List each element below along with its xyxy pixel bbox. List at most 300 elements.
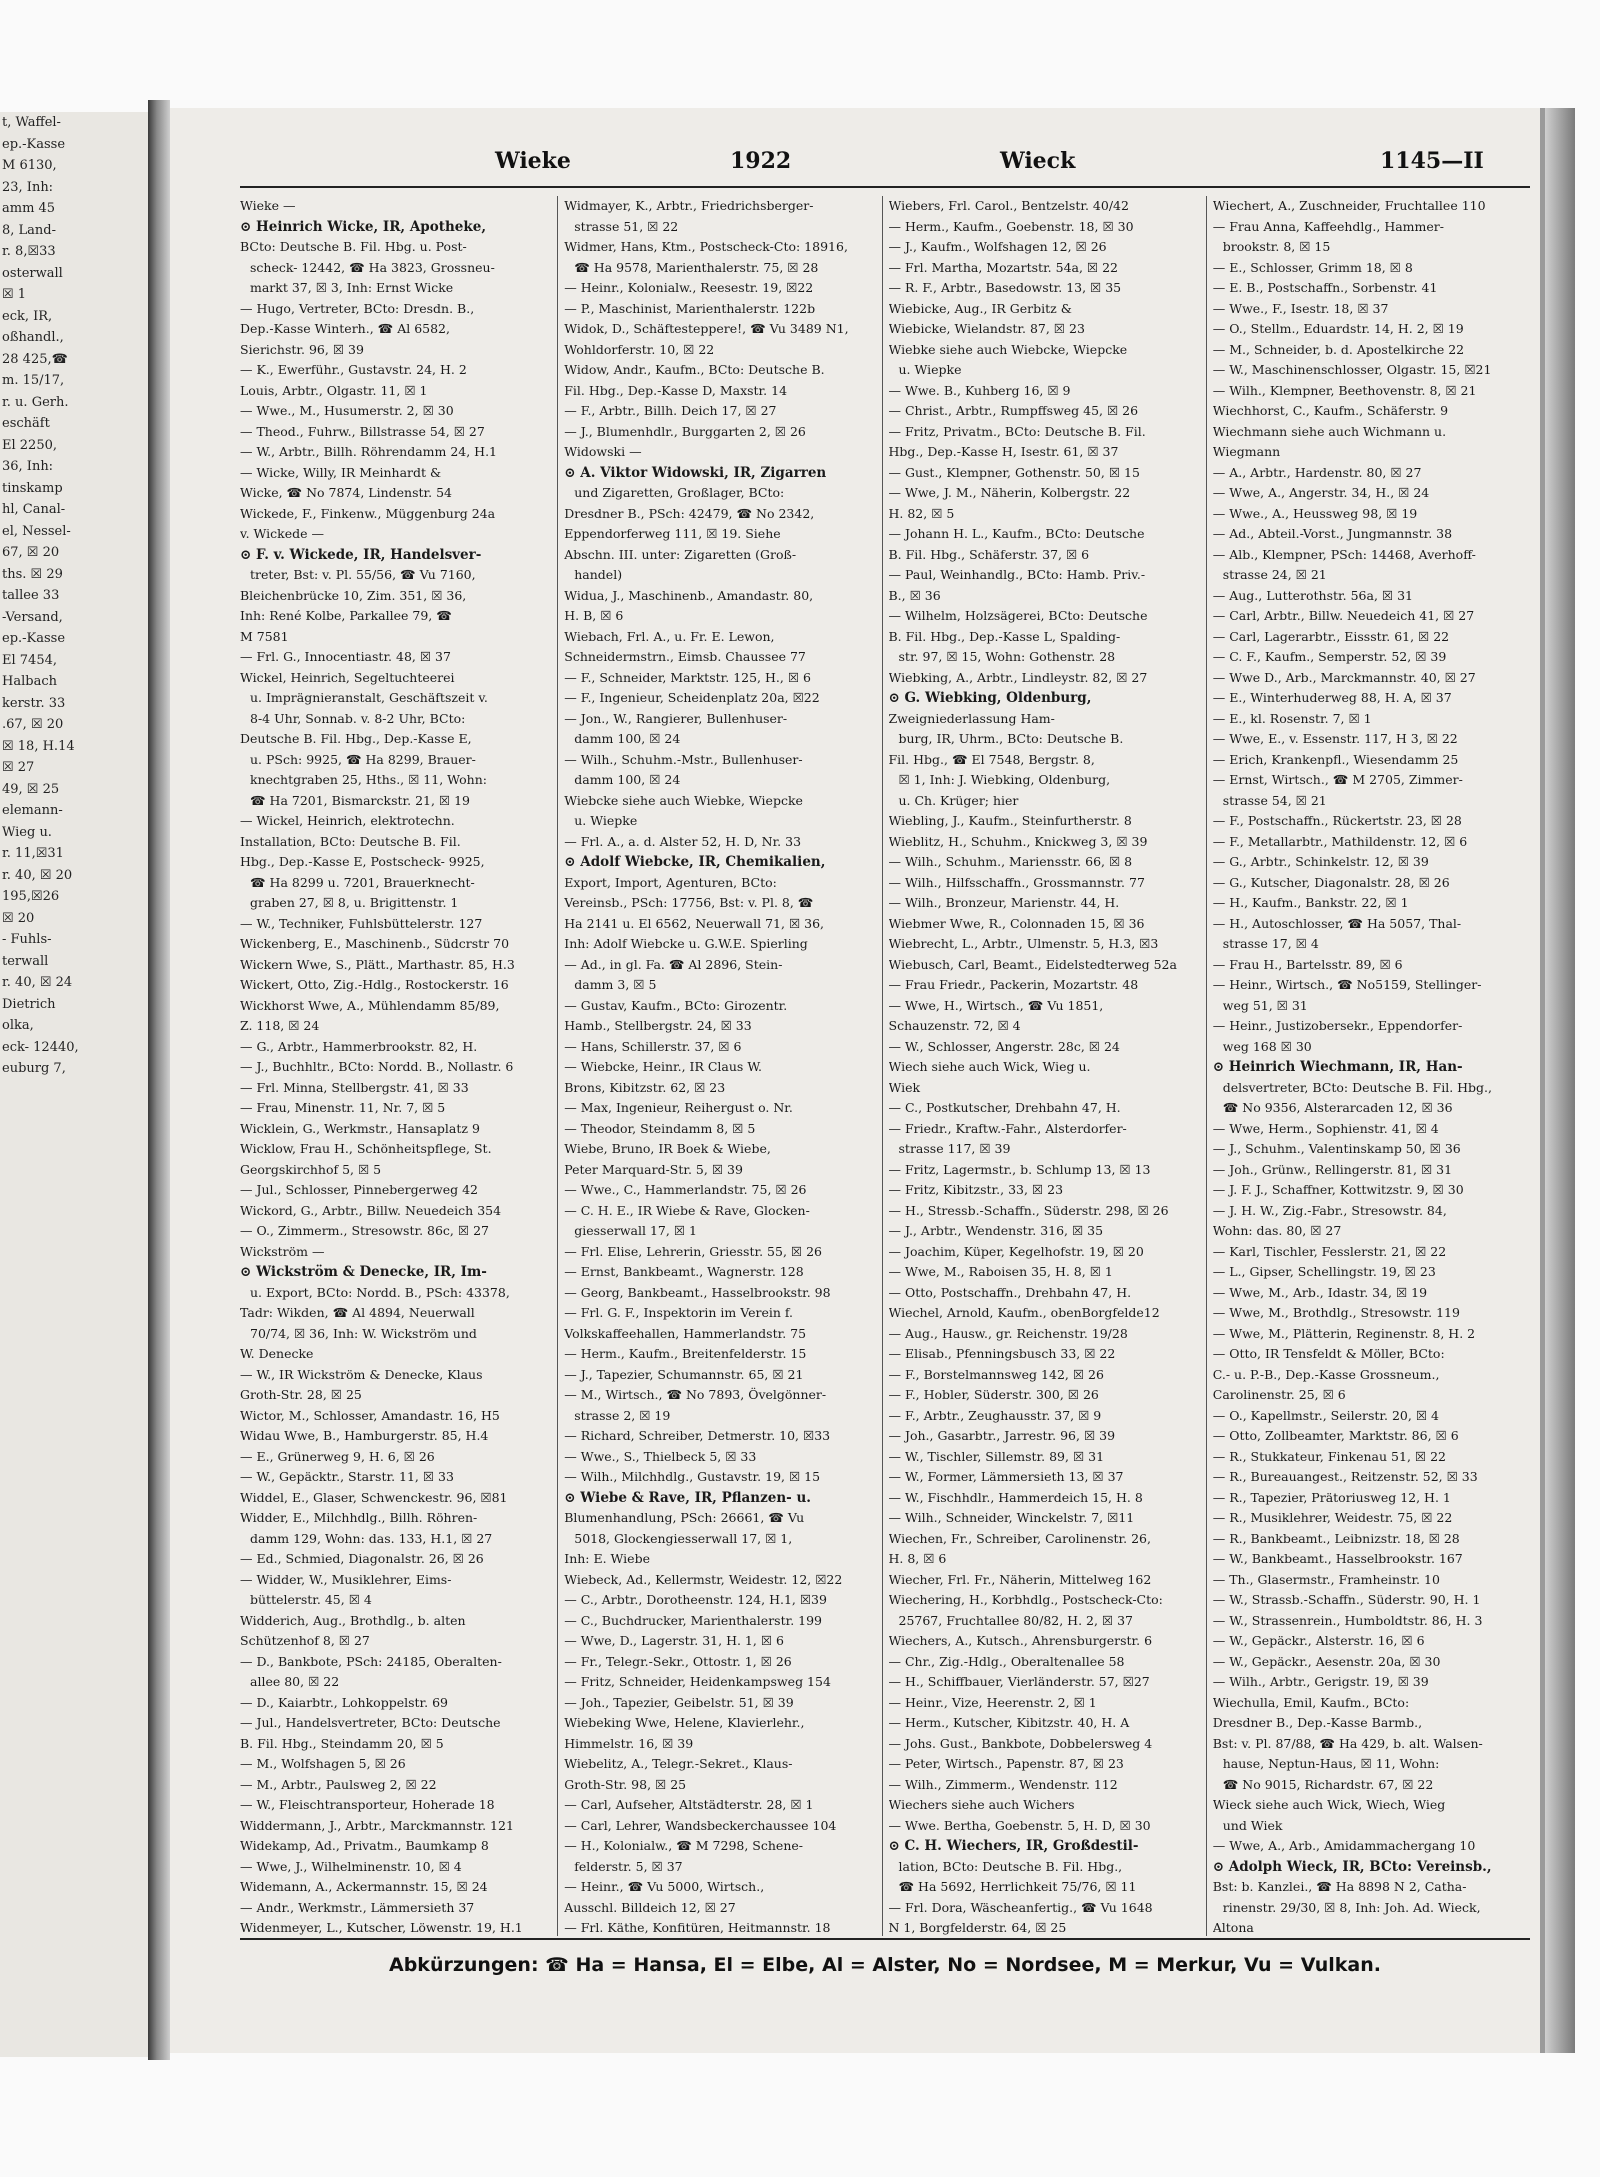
directory-entry: ⊙ A. Viktor Widowski, IR, Zigarren (564, 464, 827, 481)
abbreviations-footer: Abkürzungen: ☎ Ha = Hansa, El = Elbe, Al = Alster, No = Nordsee, M = Merkur, Vu = Vulkan. (389, 1954, 1381, 1976)
directory-entry: N 1, Borgfelderstr. 64, ☒ 25 (888, 1920, 1067, 1935)
directory-entry: — Frl. Elise, Lehrerin, Griesstr. 55, ☒ 26 (564, 1243, 822, 1259)
directory-entry: Wiek (888, 1079, 921, 1095)
directory-entry: Ha 2141 u. El 6562, Neuerwall 71, ☒ 36, (564, 915, 825, 931)
directory-entry: Wieck siehe auch Wick, Wiech, Wieg (1212, 1797, 1446, 1812)
directory-entry: — W., Strassenrein., Humboldtstr. 86, H. 3 (1212, 1612, 1483, 1628)
directory-entry: — Ad., Abteil.-Vorst., Jungmannstr. 38 (1212, 526, 1453, 541)
directory-entry: — Ad., in gl. Fa. ☎ Al 2896, Stein- (564, 956, 783, 972)
header-year: 1922 (730, 148, 792, 174)
directory-entry: — H., Schiffbauer, Vierländerstr. 57, ☒27 (888, 1674, 1150, 1689)
directory-entry: — R., Bureauangest., Reitzenstr. 52, ☒ 33 (1212, 1469, 1478, 1484)
directory-entry: Wiebcke siehe auch Wiebke, Wiepcke (564, 792, 803, 808)
header-rule (240, 186, 1530, 188)
directory-entry: damm 3, ☒ 5 (574, 977, 657, 992)
directory-entry: rinenstr. 29/30, ☒ 8, Inh: Joh. Ad. Wieck, (1222, 1899, 1481, 1915)
directory-entry: Wiebeck, Ad., Kellermstr, Weidestr. 12, ☒22 (564, 1571, 843, 1587)
directory-entry: — F., Arbtr., Zeughausstr. 37, ☒ 9 (888, 1407, 1102, 1423)
directory-entry: — W., Tischler, Sillemstr. 89, ☒ 31 (888, 1448, 1105, 1464)
directory-entry: Bleichenbrücke 10, Zim. 351, ☒ 36, (240, 587, 467, 603)
directory-entry: scheck- 12442, ☎ Ha 3823, Grossneu- (250, 259, 495, 275)
left-page-text-fragment: eck, IR, (2, 308, 53, 324)
directory-entry: B., ☒ 36 (888, 587, 941, 603)
directory-entry: — Wilh., Arbtr., Gerigstr. 19, ☒ 39 (1212, 1674, 1429, 1689)
directory-entry: — W., Fleischtransporteur, Hoherade 18 (240, 1797, 495, 1812)
directory-entry: ☎ No 9356, Alsterarcaden 12, ☒ 36 (1222, 1100, 1453, 1115)
directory-entry: — Wwe., M., Husumerstr. 2, ☒ 30 (240, 403, 454, 418)
directory-entry: u. Wiepke (574, 813, 638, 828)
directory-entry: Brons, Kibitzstr. 62, ☒ 23 (564, 1079, 726, 1095)
left-page-text-fragment: 67, ☒ 20 (2, 545, 60, 560)
directory-entry: — Joh., Grünw., Rellingerstr. 81, ☒ 31 (1212, 1161, 1453, 1177)
directory-entry: M 7581 (240, 628, 289, 644)
directory-entry: Wiechering, H., Korbhdlg., Postscheck-Cto: (888, 1592, 1163, 1607)
directory-entry: ☎ Ha 9578, Marienthalerstr. 75, ☒ 28 (574, 259, 819, 275)
directory-entry: Widderich, Aug., Brothdlg., b. alten (240, 1612, 466, 1628)
directory-entry: Widder, E., Milchhdlg., Billh. Röhren- (240, 1510, 478, 1525)
directory-entry: — W., Maschinenschlosser, Olgastr. 15, ☒21 (1212, 362, 1492, 377)
directory-entry: — Fritz, Privatm., BCto: Deutsche B. Fil. (888, 423, 1146, 439)
directory-entry: — Karl, Tischler, Fesslerstr. 21, ☒ 22 (1212, 1243, 1447, 1259)
left-page-text-fragment: 23, Inh: (2, 179, 54, 195)
directory-entry: Groth-Str. 28, ☒ 25 (240, 1387, 362, 1402)
left-page-text-fragment: r. 8,☒33 (2, 244, 56, 259)
directory-entry: — Wwe., S., Thielbeck 5, ☒ 33 (564, 1448, 757, 1464)
left-page-text-fragment: kerstr. 33 (2, 695, 66, 711)
book-gutter (148, 100, 170, 2060)
directory-entry: Carolinenstr. 25, ☒ 6 (1212, 1387, 1346, 1402)
directory-entry: — Otto, Postschaffn., Drehbahn 47, H. (888, 1284, 1132, 1300)
directory-entry: strasse 54, ☒ 21 (1222, 792, 1327, 808)
directory-entry: Zweigniederlassung Ham- (888, 710, 1055, 726)
directory-entry: hause, Neptun-Haus, ☒ 11, Wohn: (1222, 1756, 1440, 1771)
directory-entry: — R., Stukkateur, Finkenau 51, ☒ 22 (1212, 1448, 1446, 1464)
directory-entry: Wieke — (240, 198, 296, 213)
left-page-text-fragment: amm 45 (2, 201, 56, 216)
directory-entry: u. Ch. Krüger; hier (898, 792, 1019, 808)
directory-entry: — Heinr., Vize, Heerenstr. 2, ☒ 1 (888, 1694, 1097, 1710)
directory-entry: — Wwe., A., Heussweg 98, ☒ 19 (1212, 505, 1418, 521)
directory-entry: 70/74, ☒ 36, Inh: W. Wickström und (250, 1325, 477, 1341)
directory-entry: büttelerstr. 45, ☒ 4 (250, 1592, 372, 1607)
directory-entry: — Ernst, Bankbeamt., Wagnerstr. 128 (564, 1264, 804, 1279)
directory-entry: — Aug., Lutterothstr. 56a, ☒ 31 (1212, 587, 1413, 603)
directory-entry: — D., Kaiarbtr., Lohkoppelstr. 69 (240, 1694, 449, 1710)
left-page-text-fragment: t, Waffel- (2, 115, 61, 130)
directory-entry: — M., Wirtsch., ☎ No 7893, Övelgönner- (564, 1387, 827, 1402)
left-page-text-fragment: elemann- (2, 803, 63, 818)
directory-entry: — E., Grünerweg 9, H. 6, ☒ 26 (240, 1448, 435, 1464)
directory-entry: — C., Buchdrucker, Marienthalerstr. 199 (564, 1612, 823, 1628)
directory-entry: — E., kl. Rosenstr. 7, ☒ 1 (1212, 710, 1372, 726)
directory-entry: Wiebach, Frl. A., u. Fr. E. Lewon, (564, 628, 775, 644)
directory-entry: Wiegmann (1212, 444, 1281, 459)
directory-entry: — Carl, Aufseher, Altstädterstr. 28, ☒ 1 (564, 1797, 814, 1812)
directory-entry: W. Denecke (240, 1346, 314, 1361)
directory-entry: Wickord, G., Arbtr., Billw. Neuedeich 354 (240, 1202, 502, 1218)
directory-entry: — Frau H., Bartelsstr. 89, ☒ 6 (1212, 956, 1403, 972)
directory-entry: Dresdner B., PSch: 42479, ☎ No 2342, (564, 505, 815, 521)
directory-entry: — Frl. A., a. d. Alster 52, H. D, Nr. 33 (564, 833, 802, 849)
directory-entry: — C. F., Kaufm., Semperstr. 52, ☒ 39 (1212, 649, 1447, 664)
directory-entry: Wiebicke, Aug., IR Gerbitz & (888, 300, 1072, 316)
directory-entry: Hamb., Stellbergstr. 24, ☒ 33 (564, 1018, 752, 1033)
directory-entry: strasse 51, ☒ 22 (574, 218, 679, 234)
directory-entry: — Herm., Kutscher, Kibitzstr. 40, H. A (888, 1715, 1130, 1730)
directory-entry: 5018, Glockengiesserwall 17, ☒ 1, (574, 1530, 793, 1546)
directory-entry: — Frl. Martha, Mozartstr. 54a, ☒ 22 (888, 259, 1119, 275)
directory-entry: ☎ Ha 8299 u. 7201, Brauerknecht- (250, 874, 475, 890)
directory-entry: Wickert, Otto, Zig.-Hdlg., Rostockerstr. 16 (240, 977, 509, 992)
directory-entry: — Joh., Tapezier, Geibelstr. 51, ☒ 39 (564, 1694, 794, 1710)
directory-entry: — Theodor, Steindamm 8, ☒ 5 (564, 1120, 756, 1136)
directory-entry: — Chr., Zig.-Hdlg., Oberaltenallee 58 (888, 1653, 1125, 1669)
directory-entry: ☒ 1, Inh: J. Wiebking, Oldenburg, (898, 772, 1111, 787)
directory-entry: — W., Gepäcktr., Starstr. 11, ☒ 33 (240, 1469, 454, 1484)
directory-entry: — W., Gepäckr., Aesenstr. 20a, ☒ 30 (1212, 1653, 1441, 1669)
directory-entry: — Herm., Kaufm., Breitenfelderstr. 15 (564, 1346, 807, 1361)
directory-entry: — Wwe. B., Kuhberg 16, ☒ 9 (888, 382, 1071, 398)
directory-entry: — Otto, IR Tensfeldt & Möller, BCto: (1212, 1346, 1445, 1361)
directory-entry: brookstr. 8, ☒ 15 (1222, 239, 1331, 254)
directory-entry: — Wilh., Hilfsschaffn., Grossmannstr. 77 (888, 874, 1145, 890)
right-page (170, 108, 1546, 2053)
left-page-text-fragment: m. 15/17, (2, 373, 65, 388)
directory-entry: — Heinr., Wirtsch., ☎ No5159, Stellinger- (1212, 977, 1482, 992)
directory-entry: Widemann, A., Ackermannstr. 15, ☒ 24 (240, 1879, 488, 1894)
directory-entry: — Wickel, Heinrich, elektrotechn. (240, 813, 455, 828)
directory-entry: Eppendorferweg 111, ☒ 19. Siehe (564, 526, 781, 541)
left-page-text-fragment: tallee 33 (2, 588, 60, 603)
left-page-text-fragment: ☒ 18, H.14 (2, 738, 75, 754)
left-page-text-fragment: eck- 12440, (2, 1039, 79, 1055)
directory-entry: — Paul, Weinhandlg., BCto: Hamb. Priv.- (888, 567, 1146, 582)
left-page-text-fragment: 28 425,☎ (2, 351, 68, 367)
directory-entry: Blumenhandlung, PSch: 26661, ☎ Vu (564, 1510, 805, 1525)
directory-entry: — Richard, Schreiber, Detmerstr. 10, ☒33 (564, 1428, 831, 1443)
directory-entry: — H., Kolonialw., ☎ M 7298, Schene- (564, 1838, 803, 1853)
left-page-text-fragment: ☒ 20 (2, 910, 35, 926)
directory-entry: ☎ No 9015, Richardstr. 67, ☒ 22 (1222, 1776, 1434, 1792)
directory-entry: Himmelstr. 16, ☒ 39 (564, 1735, 694, 1751)
left-page-text-fragment: M 6130, (2, 158, 57, 173)
directory-entry: Wiebelitz, A., Telegr.-Sekret., Klaus- (564, 1756, 793, 1771)
directory-entry: Bst: b. Kanzlei., ☎ Ha 8898 N 2, Catha- (1212, 1879, 1467, 1894)
directory-entry: — Heinr., Kolonialw., Reesestr. 19, ☒22 (564, 280, 814, 295)
left-page-text-fragment: r. u. Gerh. (2, 394, 69, 410)
left-page-text-fragment: terwall (2, 953, 49, 969)
directory-entry: — Alb., Klempner, PSch: 14468, Averhoff- (1212, 546, 1476, 562)
column-3 (889, 196, 1207, 1936)
directory-entry: — E. B., Postschaffn., Sorbenstr. 41 (1212, 280, 1438, 295)
directory-entry: Dresdner B., Dep.-Kasse Barmb., (1212, 1715, 1423, 1730)
directory-entry: — Frau Anna, Kaffeehdlg., Hammer- (1212, 218, 1444, 234)
directory-entry: — R., Tapezier, Prätoriusweg 12, H. 1 (1212, 1489, 1451, 1505)
directory-entry: — Aug., Hausw., gr. Reichenstr. 19/28 (888, 1325, 1128, 1341)
directory-entry: — Wilh., Schneider, Winckelstr. 7, ☒11 (888, 1510, 1135, 1525)
directory-entry: — R., Musiklehrer, Weidestr. 75, ☒ 22 (1212, 1510, 1453, 1525)
directory-entry: — Peter, Wirtsch., Papenstr. 87, ☒ 23 (888, 1756, 1124, 1771)
directory-entry: Wicke, ☎ No 7874, Lindenstr. 54 (240, 485, 452, 500)
directory-entry: Wickel, Heinrich, Segeltuchteerei (240, 669, 455, 685)
directory-entry: ⊙ Heinrich Wicke, IR, Apotheke, (240, 218, 487, 235)
directory-entry: knechtgraben 25, Hths., ☒ 11, Wohn: (250, 772, 487, 787)
directory-entry: — C., Arbtr., Dorotheenstr. 124, H.1, ☒39 (564, 1592, 827, 1607)
directory-entry: ⊙ G. Wiebking, Oldenburg, (888, 690, 1092, 706)
directory-entry: Fil. Hbg., ☎ El 7548, Bergstr. 8, (888, 751, 1095, 767)
directory-entry: — Widder, W., Musiklehrer, Eims- (240, 1571, 452, 1587)
left-page-text-fragment: r. 40, ☒ 24 (2, 975, 73, 990)
directory-entry: Volkskaffeehallen, Hammerlandstr. 75 (564, 1325, 807, 1341)
footer-rule (240, 1938, 1530, 1940)
directory-entry: — W., Former, Lämmersieth 13, ☒ 37 (888, 1469, 1124, 1484)
directory-entry: u. Wiepke (898, 362, 962, 377)
directory-entry: u. PSch: 9925, ☎ Ha 8299, Brauer- (250, 751, 476, 767)
directory-entry: Wickenberg, E., Maschinenb., Südcrstr 70 (240, 936, 510, 951)
directory-entry: — J., Blumenhdlr., Burggarten 2, ☒ 26 (564, 423, 806, 439)
directory-entry: — Carl, Lehrer, Wandsbeckerchaussee 104 (564, 1817, 837, 1833)
directory-entry: Wiebke siehe auch Wiebcke, Wiepcke (888, 341, 1128, 357)
header-left-keyword: Wieke (495, 148, 571, 174)
directory-entry: B. Fil. Hbg., Dep.-Kasse L, Spalding- (888, 628, 1121, 644)
directory-entry: strasse 117, ☒ 39 (898, 1141, 1011, 1156)
directory-entry: — Wwe, M., Plätterin, Reginenstr. 8, H. 2 (1212, 1325, 1476, 1341)
directory-entry: 8-4 Uhr, Sonnab. v. 8-2 Uhr, BCto: (250, 710, 466, 726)
directory-entry: BCto: Deutsche B. Fil. Hbg. u. Post- (240, 239, 467, 254)
directory-entry: Widdel, E., Glaser, Schwenckestr. 96, ☒81 (240, 1489, 508, 1505)
directory-entry: — E., Winterhuderweg 88, H. A, ☒ 37 (1212, 690, 1452, 705)
directory-entry: C.- u. P.-B., Dep.-Kasse Grossneum., (1212, 1366, 1440, 1382)
directory-entry: — Joh., Gasarbtr., Jarrestr. 96, ☒ 39 (888, 1428, 1116, 1443)
directory-entry: — Andr., Werkmstr., Lämmersieth 37 (240, 1899, 475, 1915)
directory-entry: — Wilh., Milchhdlg., Gustavstr. 19, ☒ 15 (564, 1469, 821, 1484)
directory-entry: ☎ Ha 7201, Bismarckstr. 21, ☒ 19 (250, 792, 471, 808)
left-page-text-fragment: ths. ☒ 29 (2, 566, 63, 582)
directory-entry: — Georg, Bankbeamt., Hasselbrookstr. 98 (564, 1284, 831, 1300)
directory-entry: — Heinr., ☎ Vu 5000, Wirtsch., (564, 1879, 765, 1894)
left-page-text-fragment: ☒ 1 (2, 287, 27, 302)
directory-entry: Wiechen, Fr., Schreiber, Carolinenstr. 26, (888, 1530, 1151, 1546)
directory-entry: Wictor, M., Schlosser, Amandastr. 16, H5 (240, 1407, 500, 1423)
directory-entry: — Joachim, Küper, Kegelhofstr. 19, ☒ 20 (888, 1243, 1144, 1259)
directory-entry: — Wwe. Bertha, Goebenstr. 5, H. D, ☒ 30 (888, 1817, 1151, 1833)
directory-entry: Wiebking, A., Arbtr., Lindleystr. 82, ☒ 27 (888, 669, 1148, 685)
directory-entry: — J. F. J., Schaffner, Kottwitzstr. 9, ☒ 30 (1212, 1182, 1464, 1197)
directory-entry: Hbg., Dep.-Kasse E, Postscheck- 9925, (240, 854, 485, 869)
directory-entry: — R., Bankbeamt., Leibnizstr. 18, ☒ 28 (1212, 1530, 1460, 1546)
directory-entry: — W., Fischhdlr., Hammerdeich 15, H. 8 (888, 1489, 1143, 1505)
page-number: 1145—II (1380, 148, 1484, 174)
directory-entry: damm 100, ☒ 24 (574, 731, 681, 746)
directory-entry: Wicklein, G., Werkmstr., Hansaplatz 9 (240, 1120, 480, 1136)
directory-entry: — P., Maschinist, Marienthalerstr. 122b (564, 300, 816, 316)
directory-entry: — Friedr., Kraftw.-Fahr., Alsterdorfer- (888, 1120, 1127, 1136)
directory-entry: strasse 24, ☒ 21 (1222, 567, 1327, 582)
directory-entry: Widenmeyer, L., Kutscher, Löwenstr. 19, H.1 (240, 1920, 523, 1935)
directory-entry: — Frl. G. F., Inspektorin im Verein f. (564, 1305, 794, 1320)
directory-entry: Vereinsb., PSch: 17756, Bst: v. Pl. 8, ☎ (564, 895, 814, 910)
directory-entry: H. 82, ☒ 5 (888, 505, 955, 521)
directory-entry: — G., Arbtr., Schinkelstr. 12, ☒ 39 (1212, 854, 1429, 869)
left-page-text-fragment: tinskamp (2, 480, 63, 496)
directory-entry: — F., Hobler, Süderstr. 300, ☒ 26 (888, 1387, 1099, 1402)
directory-entry: Inh: Adolf Wiebcke u. G.W.E. Spierling (564, 936, 808, 951)
directory-entry: felderstr. 5, ☒ 37 (574, 1858, 683, 1874)
directory-entry: — Johs. Gust., Bankbote, Dobbelersweg 4 (888, 1735, 1153, 1751)
directory-entry: ☎ Ha 5692, Herrlichkeit 75/76, ☒ 11 (898, 1879, 1137, 1894)
directory-entry: — H., Stressb.-Schaffn., Süderstr. 298, ☒ 26 (888, 1202, 1169, 1218)
column-2 (564, 196, 882, 1936)
directory-entry: Abschn. III. unter: Zigaretten (Groß- (564, 546, 797, 562)
directory-entry: — J., Buchhltr., BCto: Nordd. B., Nollastr. 6 (240, 1059, 514, 1074)
directory-entry: Wiebling, J., Kaufm., Steinfurtherstr. 8 (888, 813, 1132, 828)
directory-entry: Wiecher, Frl. Fr., Näherin, Mittelweg 162 (888, 1571, 1152, 1587)
directory-entry: — Wwe, J., Wilhelminenstr. 10, ☒ 4 (240, 1858, 462, 1874)
directory-entry: Widua, J., Maschinenb., Amandastr. 80, (564, 587, 814, 603)
directory-entry: — M., Arbtr., Paulsweg 2, ☒ 22 (240, 1776, 437, 1792)
directory-entry: Widow, Andr., Kaufm., BCto: Deutsche B. (564, 362, 825, 377)
directory-entry: — H., Autoschlosser, ☎ Ha 5057, Thal- (1212, 915, 1462, 931)
directory-entry: Wickhorst Wwe, A., Mühlendamm 85/89, (240, 997, 500, 1013)
directory-entry: u. Imprägnieranstalt, Geschäftszeit v. (250, 690, 488, 705)
directory-entry: — O., Stellm., Eduardstr. 14, H. 2, ☒ 19 (1212, 321, 1464, 336)
directory-entry: — Fritz, Kibitzstr., 33, ☒ 23 (888, 1182, 1064, 1197)
directory-entry: — W., Schlosser, Angerstr. 28c, ☒ 24 (888, 1038, 1120, 1054)
directory-entry: — M., Schneider, b. d. Apostelkirche 22 (1212, 341, 1465, 357)
directory-entry: — Frl. G., Innocentiastr. 48, ☒ 37 (240, 649, 451, 664)
page-header (240, 148, 1530, 178)
directory-entry: Ausschl. Billdeich 12, ☒ 27 (564, 1899, 736, 1915)
directory-entry: — W., Bankbeamt., Hasselbrookstr. 167 (1212, 1551, 1463, 1566)
directory-entry: — Wilhelm, Holzsägerei, BCto: Deutsche (888, 608, 1148, 623)
directory-entry: Widowski — (564, 444, 642, 459)
directory-entry: — Wwe D., Arb., Marckmannstr. 40, ☒ 27 (1212, 669, 1476, 685)
directory-entry: und Wiek (1222, 1817, 1283, 1833)
directory-entry: Fil. Hbg., Dep.-Kasse D, Maxstr. 14 (564, 382, 788, 398)
directory-entry: — Th., Glasermstr., Framheinstr. 10 (1212, 1571, 1440, 1587)
directory-entry: — Jul., Handelsvertreter, BCto: Deutsche (240, 1715, 501, 1730)
directory-entry: — W., Arbtr., Billh. Röhrendamm 24, H.1 (240, 444, 498, 459)
directory-entry: u. Export, BCto: Nordd. B., PSch: 43378, (250, 1284, 510, 1300)
directory-entry: H. 8, ☒ 6 (888, 1551, 947, 1566)
directory-entry: Louis, Arbtr., Olgastr. 11, ☒ 1 (240, 382, 428, 398)
directory-entry: — Otto, Zollbeamter, Marktstr. 86, ☒ 6 (1212, 1428, 1459, 1443)
directory-entry: — A., Arbtr., Hardenstr. 80, ☒ 27 (1212, 464, 1422, 480)
directory-entry: — Fritz, Lagermstr., b. Schlump 13, ☒ 13 (888, 1161, 1151, 1177)
directory-entry: — Frl. Käthe, Konfitüren, Heitmannstr. 18 (564, 1920, 831, 1935)
left-page-text-fragment: Dietrich (2, 996, 56, 1012)
directory-entry: — Ed., Schmied, Diagonalstr. 26, ☒ 26 (240, 1551, 484, 1566)
directory-entry: Bst: v. Pl. 87/88, ☎ Ha 429, b. alt. Walsen- (1212, 1735, 1483, 1751)
left-page-text-fragment: - Fuhls- (2, 932, 52, 947)
directory-entry: B. Fil. Hbg., Schäferstr. 37, ☒ 6 (888, 546, 1090, 562)
directory-entry: — Theod., Fuhrw., Billstrasse 54, ☒ 27 (240, 423, 485, 439)
directory-entry: — Wwe, J. M., Näherin, Kolbergstr. 22 (888, 485, 1131, 500)
directory-entry: — K., Ewerführ., Gustavstr. 24, H. 2 (240, 362, 467, 377)
directory-entry: — R. F., Arbtr., Basedowstr. 13, ☒ 35 (888, 280, 1122, 295)
left-page-text-fragment: ep.-Kasse (2, 631, 66, 646)
directory-entry: weg 168 ☒ 30 (1222, 1038, 1312, 1054)
directory-entry: ⊙ Adolph Wieck, IR, BCto: Vereinsb., (1212, 1858, 1492, 1875)
directory-entry: Wiebers, Frl. Carol., Bentzelstr. 40/42 (888, 198, 1129, 213)
directory-entry: Hbg., Dep.-Kasse H, Isestr. 61, ☒ 37 (888, 444, 1119, 459)
directory-entry: — F., Arbtr., Billh. Deich 17, ☒ 27 (564, 403, 777, 418)
directory-entry: — Frau Friedr., Packerin, Mozartstr. 48 (888, 977, 1139, 992)
directory-entry: weg 51, ☒ 31 (1222, 997, 1308, 1013)
directory-entry: Schützenhof 8, ☒ 27 (240, 1633, 370, 1648)
directory-entry: H. B, ☒ 6 (564, 608, 624, 623)
directory-entry: — G., Kutscher, Diagonalstr. 28, ☒ 26 (1212, 874, 1450, 890)
directory-entry: Wiebrecht, L., Arbtr., Ulmenstr. 5, H.3, ☒3 (888, 936, 1159, 951)
header-right-keyword: Wieck (1000, 148, 1076, 174)
directory-entry: Widok, D., Schäftesteppere!, ☎ Vu 3489 N1, (564, 321, 849, 336)
directory-entry: Wiebusch, Carl, Beamt., Eidelstedterweg 52a (888, 956, 1177, 972)
directory-entry: — W., Strassb.-Schaffn., Süderstr. 90, H. 1 (1212, 1592, 1481, 1607)
directory-entry: — J., Kaufm., Wolfshagen 12, ☒ 26 (888, 239, 1107, 254)
left-page-text-fragment: ☒ 27 (2, 760, 35, 775)
left-page-text-fragment: eschäft (2, 416, 50, 431)
directory-entry: Wickede, F., Finkenw., Müggenburg 24a (240, 505, 496, 521)
directory-entry: — Heinr., Justizobersekr., Eppendorfer- (1212, 1018, 1463, 1033)
directory-entry: Widdermann, J., Arbtr., Marckmannstr. 121 (240, 1817, 514, 1833)
directory-entry: Wiebe, Bruno, IR Boek & Wiebe, (564, 1141, 771, 1156)
directory-entry: — Wwe, H., Wirtsch., ☎ Vu 1851, (888, 997, 1104, 1013)
directory-entry: Wiechel, Arnold, Kaufm., obenBorgfelde12 (888, 1305, 1160, 1320)
directory-entry: Tadr: Wikden, ☎ Al 4894, Neuerwall (240, 1305, 475, 1320)
directory-entry: — Jul., Schlosser, Pinnebergerweg 42 (240, 1182, 479, 1197)
left-page-text-fragment: ep.-Kasse (2, 136, 66, 152)
directory-entry: — Carl, Lagerarbtr., Eissstr. 61, ☒ 22 (1212, 628, 1450, 644)
directory-entry: — Ernst, Wirtsch., ☎ M 2705, Zimmer- (1212, 772, 1463, 787)
directory-entry: graben 27, ☒ 8, u. Brigittenstr. 1 (250, 895, 459, 910)
directory-entry: ⊙ F. v. Wickede, IR, Handelsver- (240, 546, 482, 563)
directory-entry: — Wilh., Bronzeur, Marienstr. 44, H. (888, 895, 1120, 910)
left-page-text-fragment: 49, ☒ 25 (2, 781, 60, 797)
directory-entry: delsvertreter, BCto: Deutsche B. Fil. Hbg., (1222, 1079, 1493, 1095)
left-page-text-fragment: 195,☒26 (2, 889, 60, 904)
directory-entry: Export, Import, Agenturen, BCto: (564, 874, 777, 890)
left-page-fragment (0, 112, 151, 2057)
directory-entry: — Fr., Telegr.-Sekr., Ottostr. 1, ☒ 26 (564, 1653, 792, 1669)
directory-entry: Widmayer, K., Arbtr., Friedrichsberger- (564, 198, 814, 213)
directory-entry: — M., Wolfshagen 5, ☒ 26 (240, 1756, 406, 1771)
directory-entry: Wiechhorst, C., Kaufm., Schäferstr. 9 (1212, 403, 1449, 418)
left-page-text-fragment: Wieg u. (2, 824, 52, 840)
left-page-text-fragment: -Versand, (2, 609, 63, 625)
directory-entry: 25767, Fruchtallee 80/82, H. 2, ☒ 37 (898, 1612, 1134, 1628)
directory-entry: Wiebmer Wwe, R., Colonnaden 15, ☒ 36 (888, 915, 1145, 931)
directory-entry: lation, BCto: Deutsche B. Fil. Hbg., (898, 1858, 1123, 1874)
directory-entry: strasse 17, ☒ 4 (1222, 936, 1319, 951)
directory-entry: handel) (574, 567, 623, 582)
directory-entry: — F., Metallarbtr., Mathildenstr. 12, ☒ 6 (1212, 833, 1468, 849)
directory-entry: Inh: E. Wiebe (564, 1551, 650, 1566)
directory-entry: — Jon., W., Rangierer, Bullenhuser- (564, 710, 788, 726)
directory-entry: Georgskirchhof 5, ☒ 5 (240, 1161, 382, 1177)
directory-entry: — J., Schuhm., Valentinskamp 50, ☒ 36 (1212, 1141, 1461, 1156)
directory-entry: ⊙ Heinrich Wiechmann, IR, Han- (1212, 1059, 1463, 1075)
directory-entry: — E., Schlosser, Grimm 18, ☒ 8 (1212, 259, 1413, 275)
directory-entry: allee 80, ☒ 22 (250, 1674, 340, 1689)
directory-entry: — Frl. Minna, Stellbergstr. 41, ☒ 33 (240, 1079, 469, 1095)
directory-entry: Deutsche B. Fil. Hbg., Dep.-Kasse E, (240, 731, 472, 746)
directory-entry: — Erich, Krankenpfl., Wiesendamm 25 (1212, 751, 1459, 767)
directory-entry: Wickström — (240, 1243, 325, 1259)
directory-entry: burg, IR, Uhrm., BCto: Deutsche B. (898, 731, 1124, 746)
directory-entry: — Hugo, Vertreter, BCto: Dresdn. B., (240, 300, 475, 316)
left-page-text-fragment: 8, Land- (2, 222, 57, 238)
directory-entry: — Wilh., Schuhm.-Mstr., Bullenhuser- (564, 751, 803, 767)
